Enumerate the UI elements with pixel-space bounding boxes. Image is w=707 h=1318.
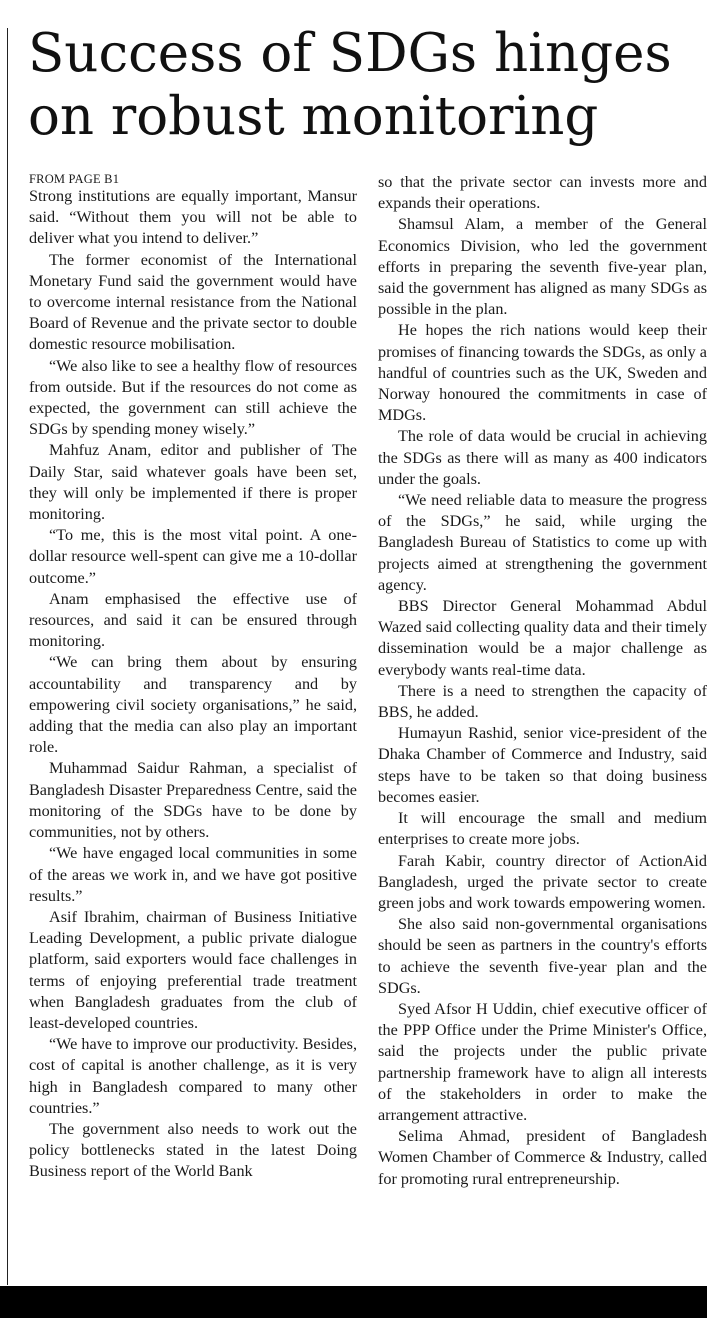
paragraph: “We also like to see a healthy flow of resources from outside. But if the resources do not come as expected, the government can still achieve the SDGs by spending money wisely.” xyxy=(29,356,357,439)
paragraph: He hopes the rich nations would keep their promises of financing towards the SDGs, as only a handful of countries such as the UK, Sweden and Norway honoured the commitments in case of MDGs. xyxy=(378,321,707,425)
paragraph: The former economist of the International Monetary Fund said the government would have to overcome internal resistance from the National Board of Revenue and the private sector to double domestic resource mobilisation. xyxy=(29,250,357,354)
paragraph: The role of data would be crucial in achieving the SDGs as there will as many as 400 indicators under the goals. xyxy=(378,427,707,488)
continued-from-label: FROM PAGE B1 xyxy=(29,172,120,186)
paragraph: Mahfuz Anam, editor and publisher of The Daily Star, said whatever goals have been set, they will only be implemented if there is proper monitoring. xyxy=(29,441,357,524)
paragraph: Anam emphasised the effective use of resources, and said it can be ensured through monitoring. xyxy=(29,589,357,651)
column-rule xyxy=(7,28,8,1285)
paragraph: Selima Ahmad, president of Bangladesh Women Chamber of Commerce & Industry, called for promoting rural entrepreneurship. xyxy=(378,1127,707,1188)
bottom-black-bar xyxy=(0,1286,707,1318)
paragraph: Shamsul Alam, a member of the General Economics Division, who led the government efforts in preparing the seventh five-year plan, said the government has aligned as many SDGs as possible in the plan. xyxy=(378,215,707,319)
paragraph: “We need reliable data to measure the progress of the SDGs,” he said, while urging the Bangladesh Bureau of Statistics to come up with projects aimed at strengthening the government agency. xyxy=(378,491,707,594)
paragraph: Asif Ibrahim, chairman of Business Initiative Leading Development, a public private dialogue platform, said exporters would face challenges in terms of enjoying preferential trade treatment when Bangladesh graduates from the club of least-developed countries. xyxy=(29,907,357,1032)
headline-line-1: Success of SDGs hinges xyxy=(28,23,672,84)
paragraph: It will encourage the small and medium enterprises to create more jobs. xyxy=(378,809,707,849)
paragraph: “To me, this is the most vital point. A one-dollar resource well-spent can give me a 10-dollar outcome.” xyxy=(29,526,357,587)
paragraph: There is a need to strengthen the capacity of BBS, he added. xyxy=(378,681,707,722)
paragraph: “We can bring them about by ensuring accountability and transparency and by empowering civil society organisations,” he said, adding that the media can also play an important role. xyxy=(29,653,357,757)
paragraph: “We have engaged local communities in some of the areas we work in, and we have got positive results.” xyxy=(29,844,357,905)
paragraph: She also said non-governmental organisations should be seen as partners in the country's efforts to achieve the seventh five-year plan and the SDGs. xyxy=(378,915,707,997)
paragraph: Muhammad Saidur Rahman, a specialist of Bangladesh Disaster Preparedness Centre, said the monitoring of the SDGs have to be done by communities, not by others. xyxy=(29,759,357,842)
paragraph: Humayun Rashid, senior vice-president of the Dhaka Chamber of Commerce and Industry, said steps have to be taken so that doing business becomes easier. xyxy=(378,724,707,806)
article-column-left xyxy=(29,171,357,1288)
paragraph: BBS Director General Mohammad Abdul Wazed said collecting quality data and their timely dissemination would be a major challenge as everybody wants real-time data. xyxy=(378,597,707,679)
paragraph: so that the private sector can invests more and expands their operations. xyxy=(378,173,707,213)
paragraph: Syed Afsor H Uddin, chief executive officer of the PPP Office under the Prime Minister's Office, said the projects under the public private partnership framework have to align all interests of the stakeholders in order to make the arrangement attractive. xyxy=(378,999,707,1124)
headline xyxy=(28,22,703,148)
paragraph: “We have to improve our productivity. Besides, cost of capital is another challenge, as it is very high in Bangladesh compared to many other countries.” xyxy=(29,1035,357,1117)
paragraph: Strong institutions are equally important, Mansur said. “Without them you will not be able to deliver what you intend to deliver.” xyxy=(29,187,357,248)
paragraph: Farah Kabir, country director of ActionAid Bangladesh, urged the private sector to create green jobs and work towards empowering women. xyxy=(378,851,707,912)
paragraph: The government also needs to work out the policy bottlenecks stated in the latest Doing Business report of the World Bank xyxy=(29,1119,357,1181)
article-column-right xyxy=(378,172,707,1289)
headline-line-2: on robust monitoring xyxy=(28,86,599,147)
